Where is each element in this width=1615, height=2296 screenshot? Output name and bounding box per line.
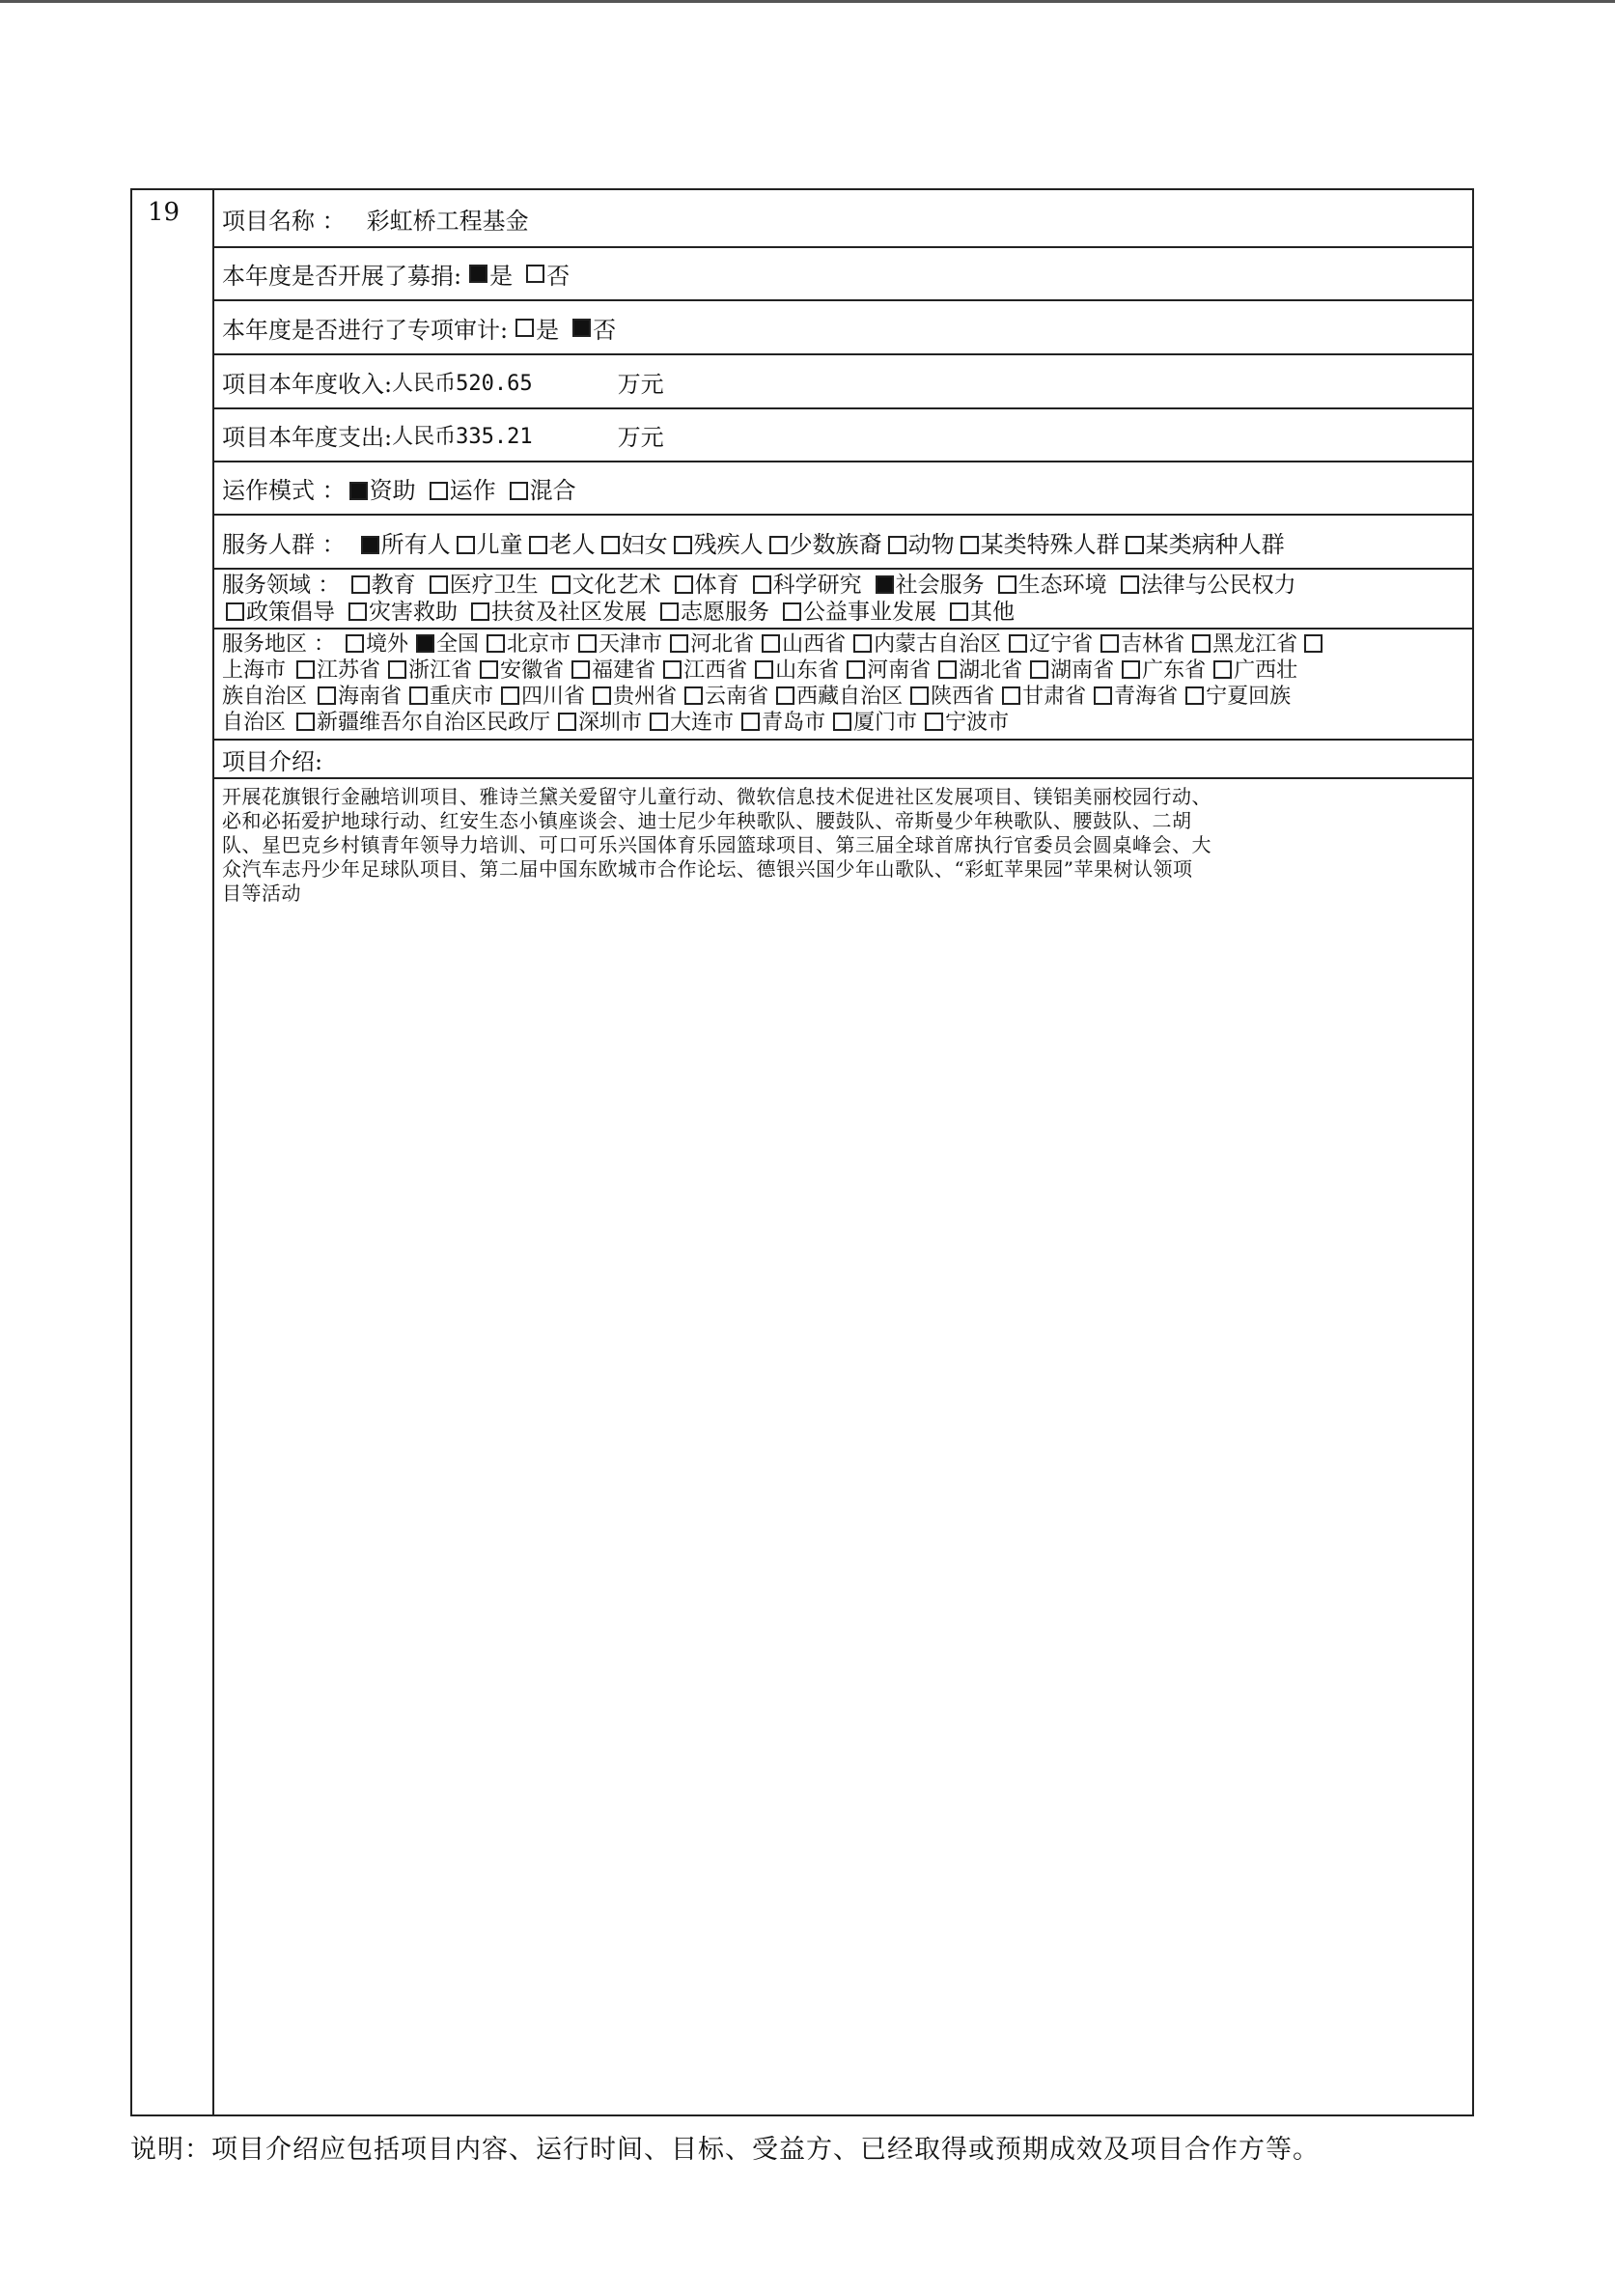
fields-option-label: 灾害救助 bbox=[369, 600, 458, 625]
fields-option[interactable] bbox=[998, 573, 1107, 598]
fundraising-label: 本年度是否开展了募捐: bbox=[222, 263, 462, 290]
fundraising-no-label: 否 bbox=[546, 263, 571, 290]
groups-checkbox[interactable] bbox=[457, 536, 475, 554]
regions-option[interactable] bbox=[1192, 632, 1297, 657]
regions-lead-4: 自治区 bbox=[222, 711, 287, 735]
regions-option[interactable] bbox=[1213, 658, 1297, 683]
regions-option-label: 江苏省 bbox=[317, 658, 381, 683]
fields-option[interactable] bbox=[753, 573, 862, 598]
fields-option[interactable] bbox=[348, 600, 458, 625]
fields-checkbox[interactable] bbox=[950, 602, 968, 621]
regions-checkbox[interactable] bbox=[346, 634, 364, 653]
intro-line: 众汽车志丹少年足球队项目、第二届中国东欧城市合作论坛、德银兴国少年山歌队、“彩虹苹果园”苹果树认领项 bbox=[222, 857, 1193, 881]
regions-checkbox[interactable] bbox=[1030, 660, 1048, 679]
fields-option-label: 公益事业发展 bbox=[803, 600, 936, 625]
regions-option[interactable] bbox=[853, 632, 1001, 657]
regions-option-label: 青岛市 bbox=[762, 711, 826, 735]
regions-option-label: 青海省 bbox=[1114, 685, 1179, 709]
regions-option-label: 湖南省 bbox=[1050, 658, 1115, 683]
regions-option[interactable] bbox=[650, 711, 734, 735]
regions-checkbox[interactable] bbox=[910, 686, 929, 705]
fields-option[interactable] bbox=[1121, 573, 1296, 598]
regions-options-1 bbox=[342, 632, 1297, 657]
regions-checkbox[interactable] bbox=[416, 634, 434, 653]
expense-label: 项目本年度支出: bbox=[222, 424, 393, 451]
groups-option[interactable] bbox=[361, 531, 451, 558]
name-label: 项目名称 ： bbox=[222, 207, 346, 235]
regions-option-label: 全国 bbox=[436, 632, 480, 657]
regions-option-label: 新疆维吾尔自治区民政厅 bbox=[317, 711, 551, 735]
regions-checkbox[interactable] bbox=[501, 686, 519, 705]
regions-checkbox[interactable] bbox=[741, 713, 760, 731]
regions-option[interactable] bbox=[1122, 658, 1206, 683]
groups-option[interactable] bbox=[1126, 531, 1285, 558]
intro-line: 开展花旗银行金融培训项目、雅诗兰黛关爱留守儿童行动、微软信息技术促进社区发展项目、镁铝美丽校园行动、 bbox=[222, 785, 1211, 808]
mode-label: 运作模式 ： bbox=[222, 477, 346, 504]
regions-option-label: 河北省 bbox=[690, 632, 755, 657]
regions-option[interactable] bbox=[558, 711, 642, 735]
regions-option-label: 广东省 bbox=[1142, 658, 1207, 683]
project-table bbox=[130, 188, 1474, 2116]
fields-option[interactable] bbox=[226, 600, 335, 625]
regions-option[interactable] bbox=[416, 632, 479, 657]
regions-checkbox[interactable] bbox=[593, 686, 611, 705]
fields-checkbox[interactable] bbox=[351, 575, 370, 594]
row-audit bbox=[214, 301, 1472, 355]
fields-checkbox[interactable] bbox=[552, 575, 571, 594]
fields-checkbox[interactable] bbox=[998, 575, 1016, 594]
regions-checkbox[interactable] bbox=[296, 713, 315, 731]
regions-option-label: 浙江省 bbox=[408, 658, 473, 683]
name-value: 彩虹桥工程基金 bbox=[366, 207, 529, 235]
groups-option-label: 动物 bbox=[907, 530, 955, 558]
groups-option[interactable] bbox=[674, 531, 764, 558]
mode-option[interactable] bbox=[510, 477, 576, 504]
regions-checkbox[interactable] bbox=[1213, 660, 1232, 679]
regions-option[interactable] bbox=[925, 711, 1009, 735]
regions-checkbox[interactable] bbox=[663, 660, 682, 679]
audit-yes-checkbox[interactable] bbox=[515, 319, 534, 337]
regions-option[interactable] bbox=[663, 658, 747, 683]
groups-option-label: 某类特殊人群 bbox=[980, 530, 1120, 558]
groups-option[interactable] bbox=[769, 531, 882, 558]
mode-option-label: 资助 bbox=[369, 477, 416, 504]
scan-edge bbox=[0, 0, 1615, 3]
regions-option[interactable] bbox=[571, 658, 655, 683]
regions-checkbox[interactable] bbox=[578, 634, 597, 653]
regions-option-label: 宁夏回族 bbox=[1206, 685, 1292, 709]
expense-value: 人民币335.21 bbox=[392, 425, 533, 449]
regions-option[interactable] bbox=[296, 658, 380, 683]
regions-option[interactable] bbox=[938, 658, 1022, 683]
regions-option[interactable] bbox=[670, 632, 754, 657]
fields-option[interactable] bbox=[876, 573, 985, 598]
fields-option-label: 教育 bbox=[371, 573, 416, 598]
fields-checkbox[interactable] bbox=[876, 575, 894, 594]
regions-option-label: 甘肃省 bbox=[1022, 685, 1087, 709]
regions-checkbox[interactable] bbox=[1009, 634, 1027, 653]
regions-option-label: 广西壮 bbox=[1234, 658, 1298, 683]
mode-option-label: 混合 bbox=[529, 477, 576, 504]
fields-option-label: 政策倡导 bbox=[246, 600, 335, 625]
fields-option-label: 社会服务 bbox=[895, 573, 985, 598]
intro-text bbox=[214, 785, 1472, 906]
regions-option[interactable] bbox=[1009, 632, 1093, 657]
regions-option[interactable] bbox=[388, 658, 472, 683]
row-mode bbox=[214, 462, 1472, 516]
groups-option-label: 所有人 bbox=[380, 530, 451, 558]
row-regions bbox=[214, 630, 1472, 741]
row-expense bbox=[214, 409, 1472, 462]
regions-option[interactable] bbox=[1185, 685, 1291, 709]
regions-option[interactable] bbox=[501, 685, 585, 709]
regions-checkbox[interactable] bbox=[409, 686, 428, 705]
regions-checkbox[interactable] bbox=[1185, 686, 1204, 705]
intro-line: 目等活动 bbox=[222, 882, 301, 905]
regions-checkbox[interactable] bbox=[684, 686, 703, 705]
row-fundraising bbox=[214, 248, 1472, 301]
fields-option-label: 扶贫及社区发展 bbox=[491, 600, 647, 625]
regions-option[interactable] bbox=[318, 685, 402, 709]
groups-option-label: 儿童 bbox=[476, 530, 523, 558]
groups-label: 服务人群 ： bbox=[222, 530, 346, 558]
regions-checkbox[interactable] bbox=[853, 634, 872, 653]
regions-option[interactable] bbox=[1030, 658, 1114, 683]
regions-option-label: 海南省 bbox=[338, 685, 403, 709]
fields-checkbox[interactable] bbox=[783, 602, 801, 621]
regions-line-1 bbox=[222, 631, 1472, 658]
expense-unit: 万元 bbox=[617, 424, 664, 451]
intro-line: 队、星巴克乡村镇青年领导力培训、可口可乐兴国体育乐园篮球项目、第三届全球首席执行官委员会圆桌峰会、大 bbox=[222, 833, 1211, 856]
regions-option[interactable] bbox=[776, 685, 903, 709]
regions-option[interactable] bbox=[296, 711, 550, 735]
fields-checkbox[interactable] bbox=[430, 575, 448, 594]
audit-yes-label: 是 bbox=[536, 316, 560, 344]
fields-option-label: 法律与公民权力 bbox=[1140, 573, 1296, 598]
income-value: 人民币520.65 bbox=[392, 371, 533, 396]
fields-checkbox[interactable] bbox=[1121, 575, 1139, 594]
fields-option[interactable] bbox=[660, 600, 769, 625]
regions-option-label: 深圳市 bbox=[578, 711, 643, 735]
regions-option-label: 湖北省 bbox=[959, 658, 1023, 683]
regions-option-label: 内蒙古自治区 bbox=[874, 632, 1002, 657]
fields-option[interactable] bbox=[351, 573, 416, 598]
regions-checkbox[interactable] bbox=[650, 713, 668, 731]
regions-checkbox[interactable] bbox=[1094, 686, 1112, 705]
groups-option-label: 老人 bbox=[548, 530, 596, 558]
regions-option-label: 河南省 bbox=[867, 658, 932, 683]
regions-option[interactable] bbox=[1100, 632, 1184, 657]
groups-option[interactable] bbox=[601, 531, 668, 558]
audit-label: 本年度是否进行了专项审计: bbox=[222, 316, 509, 344]
number-column bbox=[132, 190, 214, 2114]
regions-option-label: 宁波市 bbox=[945, 711, 1010, 735]
regions-checkbox[interactable] bbox=[1100, 634, 1119, 653]
row-intro-label bbox=[214, 741, 1472, 779]
regions-line-2 bbox=[222, 658, 1472, 684]
regions-option-label: 四川省 bbox=[521, 685, 586, 709]
mode-option[interactable] bbox=[430, 477, 496, 504]
groups-option-label: 残疾人 bbox=[693, 530, 764, 558]
fields-checkbox[interactable] bbox=[226, 602, 244, 621]
row-fields bbox=[214, 570, 1472, 630]
groups-option-label: 妇女 bbox=[621, 530, 668, 558]
regions-option-label: 山西省 bbox=[782, 632, 847, 657]
fields-options-1 bbox=[348, 573, 1296, 598]
groups-options bbox=[357, 525, 1285, 559]
fields-option-label: 体育 bbox=[694, 573, 739, 598]
fields-checkbox[interactable] bbox=[660, 602, 679, 621]
intro-line: 必和必拓爱护地球行动、红安生态小镇座谈会、迪士尼少年秧歌队、腰鼓队、帝斯曼少年秧歌队、腰鼓队、二胡 bbox=[222, 809, 1192, 832]
regions-option[interactable] bbox=[487, 632, 571, 657]
mode-checkbox[interactable] bbox=[349, 482, 368, 500]
audit-no-checkbox[interactable] bbox=[572, 319, 591, 337]
regions-checkbox[interactable] bbox=[847, 660, 865, 679]
regions-checkbox[interactable] bbox=[776, 686, 794, 705]
regions-option-label: 重庆市 bbox=[430, 685, 494, 709]
regions-checkbox[interactable] bbox=[1122, 660, 1140, 679]
fields-option-label: 志愿服务 bbox=[681, 600, 769, 625]
groups-option[interactable] bbox=[888, 531, 955, 558]
regions-checkbox[interactable] bbox=[388, 660, 406, 679]
regions-option[interactable] bbox=[741, 711, 825, 735]
fundraising-yes-label: 是 bbox=[489, 263, 514, 290]
fields-option[interactable] bbox=[783, 600, 936, 625]
regions-option-label: 大连市 bbox=[670, 711, 735, 735]
row-income bbox=[214, 355, 1472, 409]
fields-option[interactable] bbox=[950, 600, 1015, 625]
fields-option[interactable] bbox=[675, 573, 739, 598]
regions-checkbox[interactable] bbox=[571, 660, 590, 679]
regions-line-4 bbox=[222, 710, 1472, 736]
mode-checkbox[interactable] bbox=[430, 482, 448, 500]
fields-options-2 bbox=[222, 599, 1472, 626]
groups-checkbox[interactable] bbox=[769, 536, 788, 554]
audit-no-label: 否 bbox=[593, 316, 617, 344]
regions-option[interactable] bbox=[847, 658, 931, 683]
fields-option[interactable] bbox=[471, 600, 647, 625]
regions-lead-2: 上海市 bbox=[222, 658, 287, 683]
regions-option[interactable] bbox=[1094, 685, 1178, 709]
regions-option-label: 江西省 bbox=[683, 658, 748, 683]
regions-checkbox[interactable] bbox=[938, 660, 957, 679]
regions-checkbox[interactable] bbox=[925, 713, 943, 731]
regions-option[interactable] bbox=[346, 632, 408, 657]
mode-option[interactable] bbox=[349, 477, 416, 504]
fields-option-label: 医疗卫生 bbox=[449, 573, 539, 598]
regions-option-label: 福建省 bbox=[592, 658, 656, 683]
regions-checkbox[interactable] bbox=[480, 660, 498, 679]
fields-label: 服务领域 ： bbox=[222, 573, 341, 598]
regions-option-label: 厦门市 bbox=[853, 711, 918, 735]
fields-option[interactable] bbox=[430, 573, 539, 598]
regions-option-label: 黑龙江省 bbox=[1212, 632, 1298, 657]
row-project-name bbox=[214, 190, 1472, 248]
regions-option[interactable] bbox=[910, 685, 994, 709]
groups-checkbox[interactable] bbox=[674, 536, 692, 554]
regions-checkbox[interactable] bbox=[755, 660, 773, 679]
regions-option[interactable] bbox=[578, 632, 662, 657]
groups-option[interactable] bbox=[457, 531, 523, 558]
fields-checkbox[interactable] bbox=[471, 602, 489, 621]
income-label: 项目本年度收入: bbox=[222, 370, 393, 398]
fields-option-label: 文化艺术 bbox=[571, 573, 661, 598]
fields-line-1 bbox=[222, 572, 1472, 599]
groups-option[interactable] bbox=[961, 531, 1120, 558]
intro-label: 项目介绍: bbox=[222, 747, 323, 775]
project-number: 19 bbox=[148, 198, 181, 227]
mode-checkbox[interactable] bbox=[510, 482, 528, 500]
regions-option[interactable] bbox=[755, 658, 839, 683]
regions-option-label: 吉林省 bbox=[1121, 632, 1185, 657]
regions-option[interactable] bbox=[833, 711, 917, 735]
fundraising-yes-checkbox[interactable] bbox=[469, 265, 487, 283]
regions-options-4 bbox=[292, 711, 1009, 735]
regions-checkbox[interactable] bbox=[670, 634, 688, 653]
regions-checkbox[interactable] bbox=[833, 713, 851, 731]
regions-checkbox[interactable] bbox=[487, 634, 505, 653]
regions-continuation-checkbox[interactable] bbox=[1304, 634, 1323, 653]
groups-checkbox[interactable] bbox=[529, 536, 547, 554]
regions-checkbox[interactable] bbox=[296, 660, 315, 679]
regions-option-label: 贵州省 bbox=[613, 685, 678, 709]
regions-options-2 bbox=[292, 658, 1297, 683]
fields-checkbox[interactable] bbox=[348, 602, 367, 621]
mode-options bbox=[346, 471, 576, 505]
fields-checkbox[interactable] bbox=[675, 575, 693, 594]
regions-option-label: 辽宁省 bbox=[1029, 632, 1094, 657]
groups-checkbox[interactable] bbox=[601, 536, 620, 554]
regions-checkbox[interactable] bbox=[318, 686, 336, 705]
fields-option-label: 科学研究 bbox=[772, 573, 862, 598]
regions-option-label: 天津市 bbox=[599, 632, 663, 657]
fields-option-label: 其他 bbox=[970, 600, 1015, 625]
groups-checkbox[interactable] bbox=[361, 536, 379, 554]
regions-option-label: 北京市 bbox=[507, 632, 571, 657]
groups-option-label: 少数族裔 bbox=[789, 530, 882, 558]
regions-option[interactable] bbox=[480, 658, 564, 683]
groups-checkbox[interactable] bbox=[888, 536, 906, 554]
groups-checkbox[interactable] bbox=[961, 536, 979, 554]
regions-option[interactable] bbox=[593, 685, 677, 709]
fields-option-label: 生态环境 bbox=[1017, 573, 1107, 598]
regions-option[interactable] bbox=[1002, 685, 1086, 709]
groups-option[interactable] bbox=[529, 531, 596, 558]
fields-checkbox[interactable] bbox=[753, 575, 771, 594]
regions-checkbox[interactable] bbox=[558, 713, 576, 731]
footer-note: 说明：项目介绍应包括项目内容、运行时间、目标、受益方、已经取得或预期成效及项目合作方等。 bbox=[130, 2135, 1320, 2165]
regions-checkbox[interactable] bbox=[1002, 686, 1020, 705]
regions-option-label: 山东省 bbox=[775, 658, 840, 683]
regions-option[interactable] bbox=[409, 685, 493, 709]
row-groups bbox=[214, 516, 1472, 570]
regions-option-label: 西藏自治区 bbox=[796, 685, 904, 709]
regions-option-label: 境外 bbox=[366, 632, 409, 657]
regions-checkbox[interactable] bbox=[1192, 634, 1211, 653]
regions-option[interactable] bbox=[762, 632, 846, 657]
regions-option-label: 安徽省 bbox=[500, 658, 565, 683]
fundraising-no-checkbox[interactable] bbox=[526, 265, 544, 283]
regions-lead-3: 族自治区 bbox=[222, 685, 308, 709]
regions-option-label: 云南省 bbox=[705, 685, 769, 709]
regions-option[interactable] bbox=[684, 685, 768, 709]
groups-checkbox[interactable] bbox=[1126, 536, 1144, 554]
fields-option[interactable] bbox=[552, 573, 661, 598]
regions-option-label: 陕西省 bbox=[931, 685, 995, 709]
income-unit: 万元 bbox=[617, 370, 664, 398]
regions-options-3 bbox=[314, 685, 1291, 709]
regions-line-3 bbox=[222, 684, 1472, 710]
groups-option-label: 某类病种人群 bbox=[1145, 530, 1285, 558]
regions-label: 服务地区 ： bbox=[222, 632, 335, 657]
regions-checkbox[interactable] bbox=[762, 634, 780, 653]
mode-option-label: 运作 bbox=[449, 477, 496, 504]
